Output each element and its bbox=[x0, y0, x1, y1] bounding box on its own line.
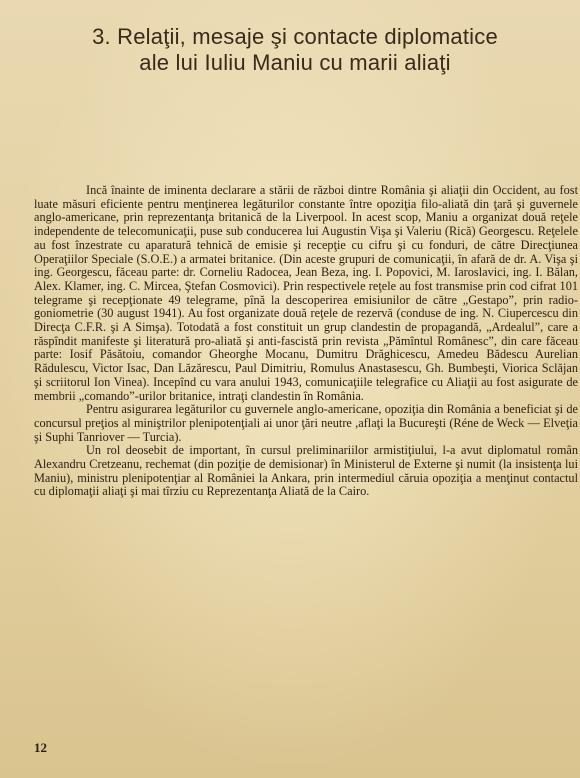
paragraph-3: Un rol deosebit de important, în cursul preliminariilor armistiţiului, l-a avut diplomatul român Alexandru Cretzeanu, rechemat (din poziţie de demisionar) în Ministerul de Externe şi numit (la insistenţa lui Maniu), ministru plenipotenţiar al României la Ankara, prin intermediul căruia opoziţia a menţinut contactul cu diplomaţii aliaţi şi mai tîrziu cu Reprezentanţa Aliată de la Cairo. bbox=[34, 443, 578, 499]
body-text bbox=[34, 184, 578, 499]
page-number: 12 bbox=[34, 740, 47, 755]
paragraph-2: Pentru asigurarea legăturilor cu guvernele anglo-americane, opoziţia din România a beneficiat şi de concursul preţios al miniştrilor plenipotenţiali ai unor ţări neutre ,aflaţi la Bucureşti (Réne de Weck — Elveţia şi Suphi Tanriover — Turcia). bbox=[34, 402, 578, 444]
chapter-title bbox=[40, 24, 550, 76]
paragraph-1: Incă înainte de iminenta declarare a stării de război dintre România şi aliaţii din Occident, au fost luate măsuri eficiente pentru menţinerea legăturilor constante între opoziţia filo-aliată din ţară şi guvernele anglo-americane, prin reprezentanţa britanică de la Liverpool. In acest scop, Maniu a organizat două reţele independente de telecomunicaţii, puse sub conducerea lui Augustin Vişa şi Valeriu (Rică) Georgescu. Reţelele au fost înzestrate cu aparatură tehnică de emisie şi recepţie cu cifru şi cu fonduri, de către Direcţiunea Operaţiilor Speciale (S.O.E.) a armatei britanice. (Din aceste grupuri de comunicaţii, în afară de dr. A. Vişa şi ing. Georgescu, făceau parte: dr. Corneliu Radocea, Jean Beza, ing. I. Popovici, M. Iaroslavici, ing. I. Bălan, Alex. Klamer, ing. C. Mircea, Ştefan Cosmovici). Prin respectivele reţele au fost transmise prin cod cifrat 101 telegrame şi recepţionate 49 telegrame, pînă la descoperirea emisiunilor de către „Gestapo”, prin radio-goniometrie (30 august 1941). Au fost organizate două reţele de rezervă (conduse de ing. N. Ciupercescu din Direcţa C.F.R. şi A Simşa). Totodată a fost constituit un grup clandestin de propagandă, „Ardealul”, care a răspîndit manifeste şi literatură pro-aliată şi anti-fascistă prin revista „Pămîntul Românesc”, din care făceau parte: Iosif Păsătoiu, comandor Gheorghe Mocanu, Dumitru Drăghicescu, Amedeu Bădescu Aurelian Rădulescu, Victor Isac, Dan Lăzărescu, Paul Dimitriu, Romulus Anastasescu, Gh. Bumbeşti, Viorica Sclăjan şi scriitorul Ion Vinea). Incepînd cu vara anului 1943, comunicaţiile telegrafice cu Aliaţii au fost asigurate de membrii „comando”-urilor britanice, intraţi clandestin în România. bbox=[34, 183, 578, 403]
chapter-title-line-2: ale lui Iuliu Maniu cu marii aliaţi bbox=[139, 50, 451, 75]
chapter-title-line-1: 3. Relaţii, mesaje şi contacte diplomatice bbox=[92, 24, 498, 49]
